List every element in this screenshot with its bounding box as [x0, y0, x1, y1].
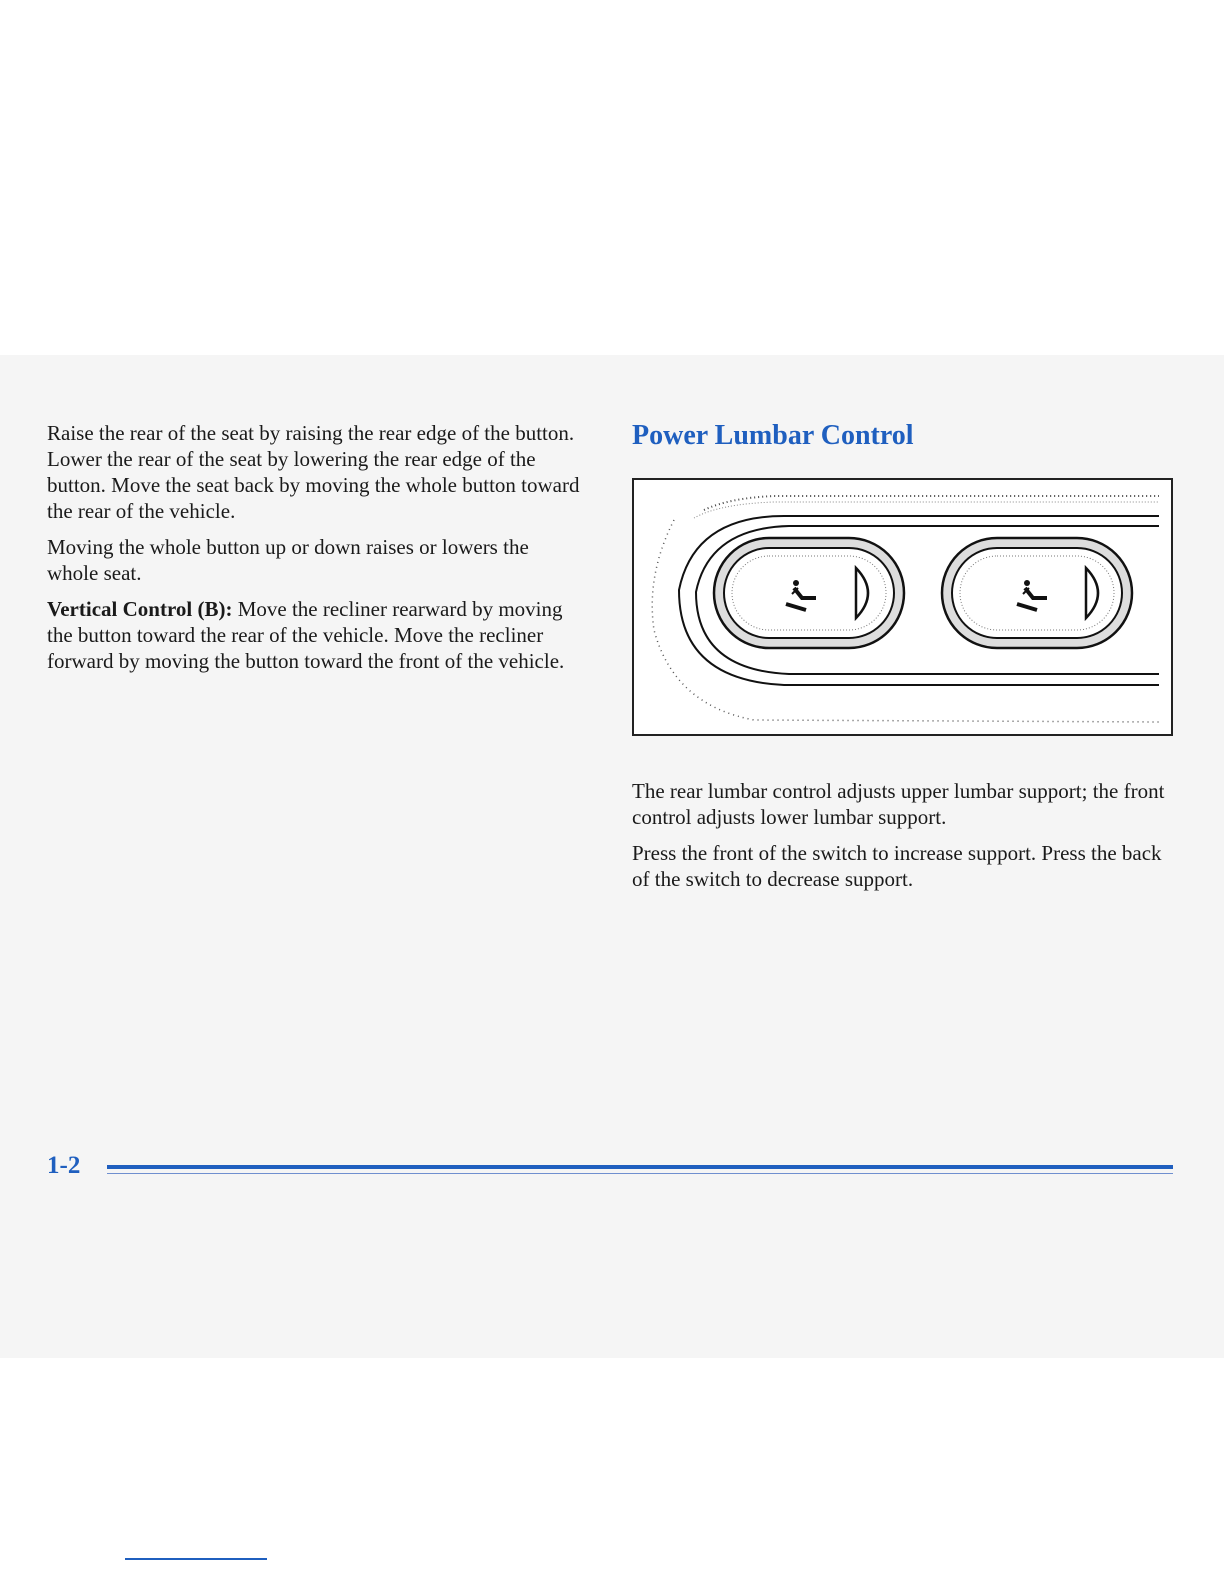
- bottom-underline: [125, 1558, 267, 1560]
- rear-lumbar-switch: [714, 538, 904, 648]
- front-lumbar-switch: [942, 538, 1132, 648]
- footer-rule: [107, 1165, 1173, 1169]
- seat-height-paragraph: Moving the whole button up or down raises or lowers the whole seat.: [47, 535, 529, 585]
- section-heading: Power Lumbar Control: [632, 420, 914, 451]
- footer-rule-thin: [107, 1173, 1173, 1174]
- seat-tilt-paragraph: Raise the rear of the seat by raising the rear edge of the button. Lower the rear of the seat by lowering the rear edge of the button. Move the seat back by moving the whole button toward the rear of the vehicle.: [47, 421, 580, 523]
- lumbar-switch-illustration-icon: [634, 480, 1171, 734]
- right-column: [632, 418, 1177, 902]
- lumbar-description-paragraph: The rear lumbar control adjusts upper lumbar support; the front control adjusts lower lumbar support.: [632, 779, 1165, 829]
- vertical-control-paragraph: [47, 596, 582, 674]
- left-column: [47, 420, 582, 684]
- lumbar-usage-paragraph: Press the front of the switch to increase support. Press the back of the switch to decrease support.: [632, 841, 1162, 891]
- page-number: 1-2: [47, 1152, 81, 1179]
- vertical-control-text: Move the recliner rearward by moving the button toward the rear of the vehicle. Move the recliner forward by moving the button toward the front of the vehicle.: [47, 597, 565, 673]
- lumbar-switch-figure: [632, 478, 1173, 736]
- vertical-control-label: Vertical Control (B):: [47, 597, 233, 621]
